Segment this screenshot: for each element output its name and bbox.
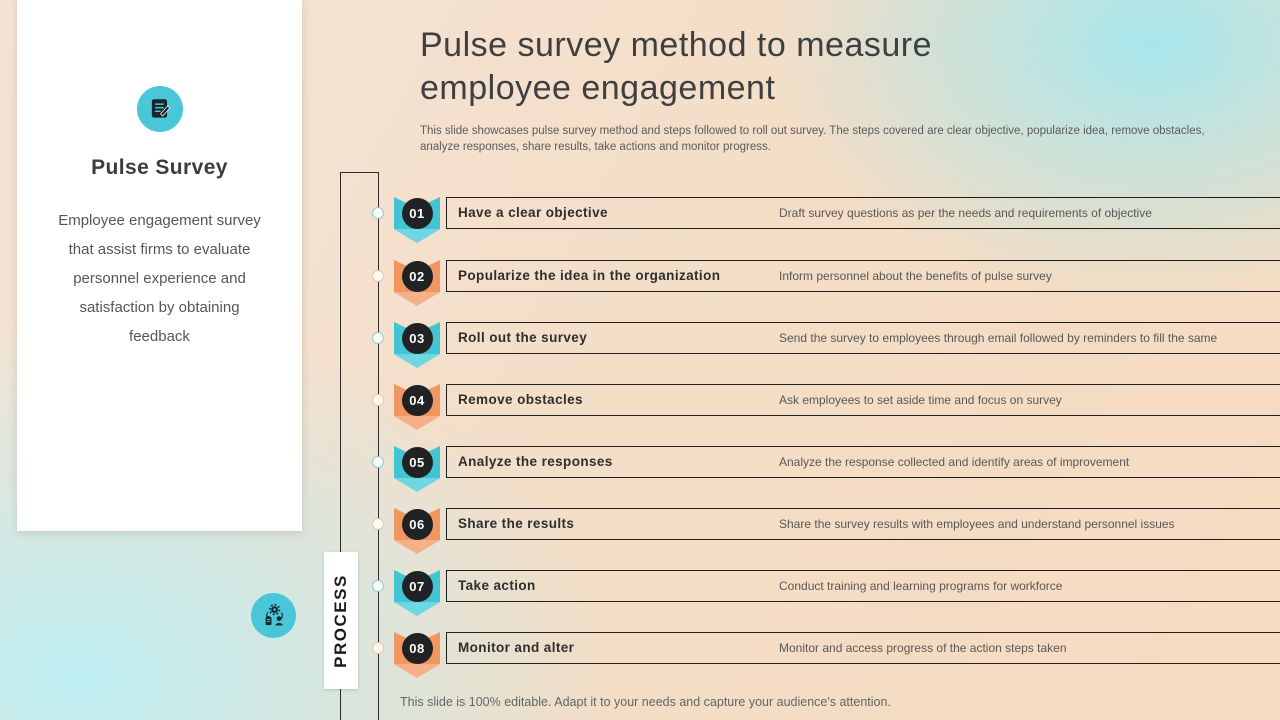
- step-badge: [394, 322, 440, 368]
- step-number: 08: [402, 633, 433, 664]
- step-number: 06: [402, 509, 433, 540]
- step-row-01: [0, 197, 1280, 243]
- process-label-text: PROCESS: [331, 573, 351, 668]
- sidebar-title: Pulse Survey: [91, 156, 228, 179]
- step-title: Popularize the idea in the organization: [458, 268, 721, 283]
- step-description: Share the survey results with employees and understand personnel issues: [779, 517, 1175, 531]
- step-number: 03: [402, 323, 433, 354]
- step-number: 01: [402, 198, 433, 229]
- step-title: Take action: [458, 578, 536, 593]
- step-description: Draft survey questions as per the needs and requirements of objective: [779, 206, 1152, 220]
- rail-connector: [340, 172, 379, 173]
- step-band: [446, 508, 1280, 540]
- step-row-02: [0, 260, 1280, 306]
- timeline-dot: [372, 270, 384, 282]
- step-badge: [394, 384, 440, 430]
- step-row-04: [0, 384, 1280, 430]
- step-badge: [394, 446, 440, 492]
- step-row-06: [0, 508, 1280, 554]
- step-band: [446, 384, 1280, 416]
- survey-clipboard-icon: [137, 86, 183, 132]
- step-badge: [394, 508, 440, 554]
- step-band: [446, 446, 1280, 478]
- timeline-dot: [372, 394, 384, 406]
- step-description: Analyze the response collected and identify areas of improvement: [779, 455, 1130, 469]
- step-number: 07: [402, 571, 433, 602]
- step-number: 05: [402, 447, 433, 478]
- step-badge: [394, 260, 440, 306]
- step-badge: [394, 197, 440, 243]
- step-description: Send the survey to employees through email followed by reminders to fill the same: [779, 331, 1218, 345]
- step-row-08: [0, 632, 1280, 678]
- sidebar-description: Employee engagement survey that assist firms to evaluate personnel experience and satisfaction by obtaining feedback: [58, 212, 261, 345]
- step-title: Remove obstacles: [458, 392, 583, 407]
- step-row-07: [0, 570, 1280, 616]
- step-description: Inform personnel about the benefits of pulse survey: [779, 269, 1052, 283]
- step-band: [446, 632, 1280, 664]
- step-description: Monitor and access progress of the action steps taken: [779, 641, 1067, 655]
- step-badge: [394, 570, 440, 616]
- page-title: Pulse survey method to measure employee engagement: [420, 26, 933, 107]
- step-band: [446, 570, 1280, 602]
- timeline-dot: [372, 456, 384, 468]
- step-row-03: [0, 322, 1280, 368]
- step-title: Have a clear objective: [458, 205, 608, 220]
- step-description: Ask employees to set aside time and focus on survey: [779, 393, 1062, 407]
- step-title: Analyze the responses: [458, 454, 613, 469]
- step-title: Roll out the survey: [458, 330, 588, 345]
- step-band: [446, 260, 1280, 292]
- survey-clipboard-icon-glyph: [147, 96, 173, 122]
- step-number: 04: [402, 385, 433, 416]
- timeline-dot: [372, 580, 384, 592]
- step-description: Conduct training and learning programs for workforce: [779, 579, 1063, 593]
- step-band: [446, 197, 1280, 229]
- timeline-dot: [372, 642, 384, 654]
- timeline-dot: [372, 518, 384, 530]
- step-number: 02: [402, 261, 433, 292]
- step-title: Monitor and alter: [458, 640, 575, 655]
- footer-note: This slide is 100% editable. Adapt it to your needs and capture your audience's attention.: [400, 695, 891, 709]
- timeline-dot: [372, 332, 384, 344]
- timeline-dot: [372, 207, 384, 219]
- step-badge: [394, 632, 440, 678]
- step-title: Share the results: [458, 516, 575, 531]
- step-row-05: [0, 446, 1280, 492]
- page-subtitle: This slide showcases pulse survey method and steps followed to roll out survey. The steps covered are clear objective, popularize idea, remove obstacles, analyze responses, share results, take actions and monitor progress.: [420, 125, 1205, 153]
- step-band: [446, 322, 1280, 354]
